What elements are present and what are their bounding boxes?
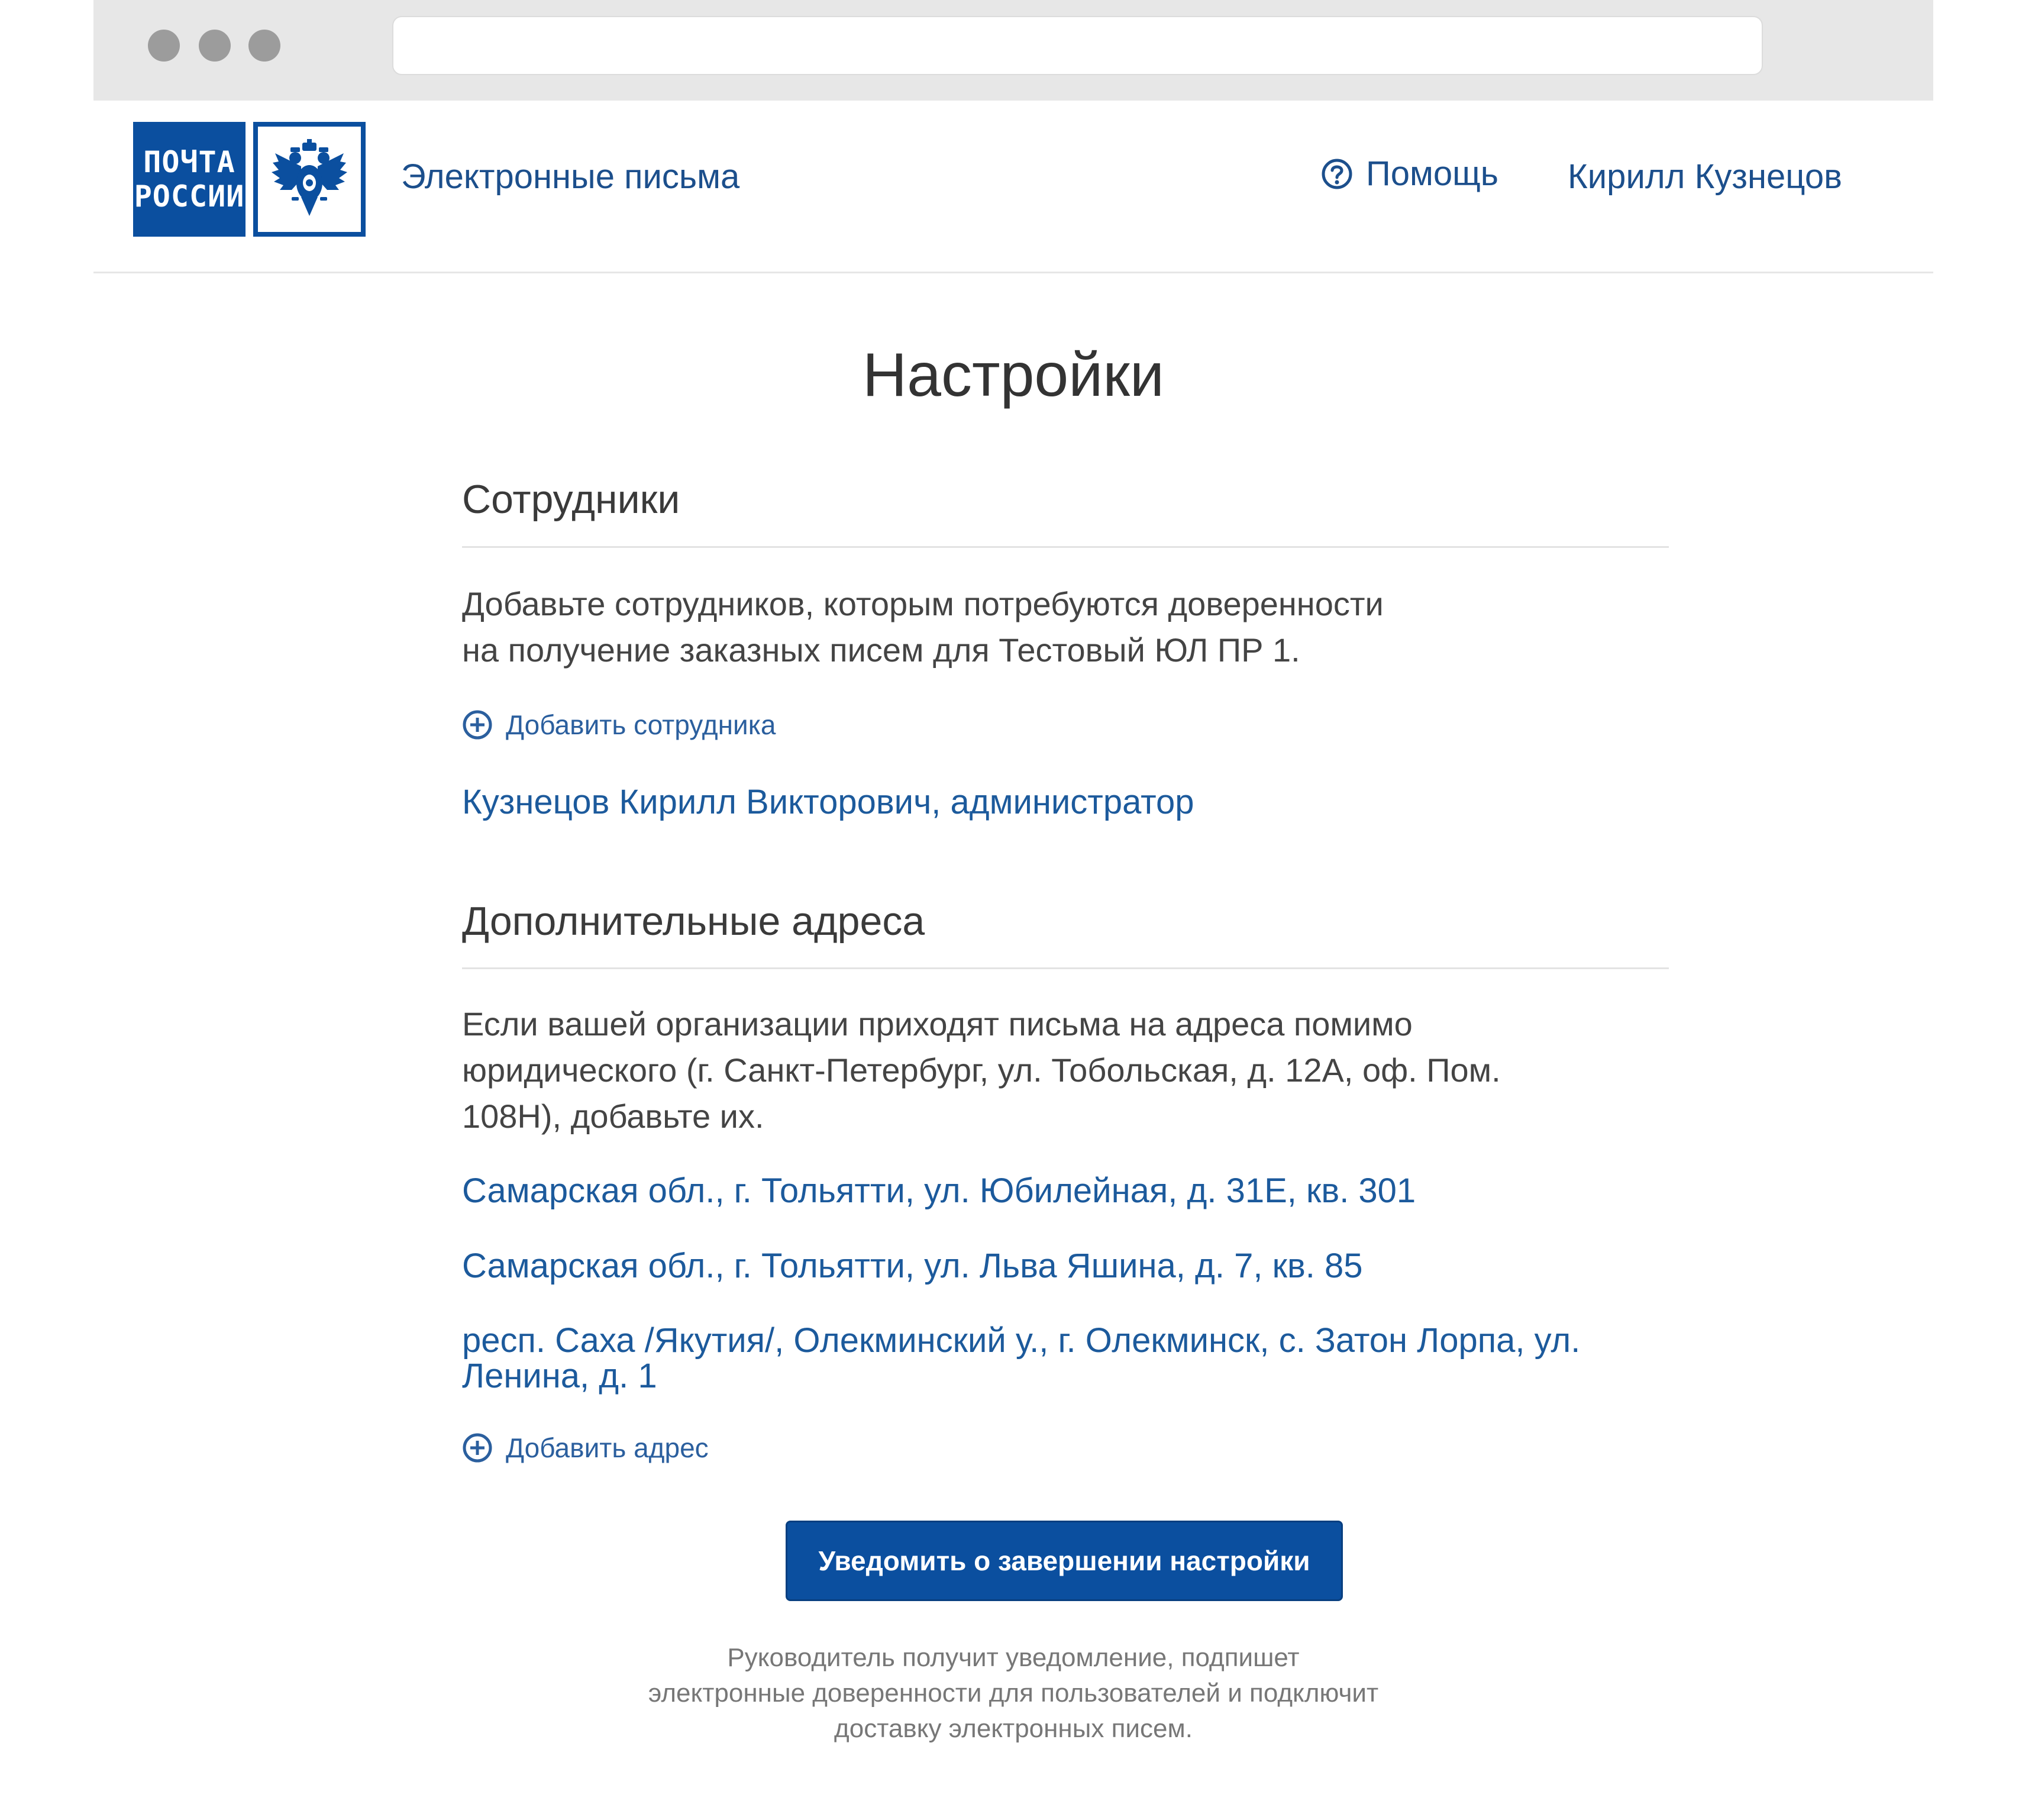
russian-post-logo[interactable] — [133, 122, 246, 237]
logo-line-1: ПОЧТА — [143, 145, 235, 179]
addresses-description — [462, 1001, 1692, 1140]
address-item-3[interactable]: респ. Саха /Якутия/, Олекминский у., г. Олекминск, с. Затон Лорпа, ул. Ленина, д. 1 — [462, 1321, 1581, 1395]
notification-note-line-2: электронные доверенности для пользователей и подключит — [648, 1679, 1379, 1708]
notification-note-line-1: Руководитель получит уведомление, подпишет — [727, 1643, 1300, 1672]
address-bar[interactable] — [392, 16, 1763, 75]
help-label: Помощь — [1366, 154, 1499, 193]
employees-description — [462, 581, 1692, 673]
double-headed-eagle-icon — [253, 122, 366, 237]
addresses-section-title: Дополнительные адреса — [462, 899, 925, 944]
add-employee-label: Добавить сотрудника — [506, 709, 776, 740]
window-control-close[interactable] — [148, 30, 180, 62]
addresses-section-divider — [462, 967, 1669, 969]
employees-description-line-2: на получение заказных писем для Тестовый ЮЛ ПР 1. — [462, 631, 1300, 669]
employees-section-title: Сотрудники — [462, 477, 680, 522]
page-title: Настройки — [863, 341, 1164, 409]
notification-note — [93, 1640, 1933, 1747]
plus-circle-icon — [462, 1432, 493, 1463]
employees-description-line-1: Добавьте сотрудников, которым потребуются доверенности — [462, 585, 1384, 622]
add-employee-link[interactable] — [462, 709, 776, 741]
browser-chrome — [93, 0, 1933, 101]
window-control-minimize[interactable] — [199, 30, 231, 62]
help-link[interactable] — [1321, 154, 1498, 193]
window-control-maximize[interactable] — [248, 30, 280, 62]
add-address-link[interactable] — [462, 1432, 709, 1464]
site-header — [93, 101, 1933, 273]
addresses-description-line-3: 108Н), добавьте их. — [462, 1098, 764, 1135]
question-circle-icon — [1321, 158, 1353, 190]
notify-setup-complete-button[interactable]: Уведомить о завершении настройки — [786, 1521, 1343, 1601]
employee-item[interactable]: Кузнецов Кирилл Викторович, администратор — [462, 783, 1194, 821]
logo-line-2: РОССИИ — [134, 179, 245, 214]
employees-section-divider — [462, 546, 1669, 548]
add-address-label: Добавить адрес — [506, 1432, 709, 1463]
addresses-description-line-2: юридического (г. Санкт-Петербург, ул. Тобольская, д. 12А, оф. Пом. — [462, 1051, 1501, 1089]
user-menu-link[interactable]: Кирилл Кузнецов — [1568, 157, 1842, 196]
site-title[interactable]: Электронные письма — [401, 157, 740, 196]
notification-note-line-3: доставку электронных писем. — [834, 1714, 1193, 1743]
browser-window — [93, 0, 1933, 1820]
address-item-2[interactable]: Самарская обл., г. Тольятти, ул. Льва Яшина, д. 7, кв. 85 — [462, 1247, 1363, 1285]
address-item-1[interactable]: Самарская обл., г. Тольятти, ул. Юбилейная, д. 31Е, кв. 301 — [462, 1172, 1416, 1210]
plus-circle-icon — [462, 709, 493, 740]
addresses-description-line-1: Если вашей организации приходят письма на адреса помимо — [462, 1005, 1413, 1043]
